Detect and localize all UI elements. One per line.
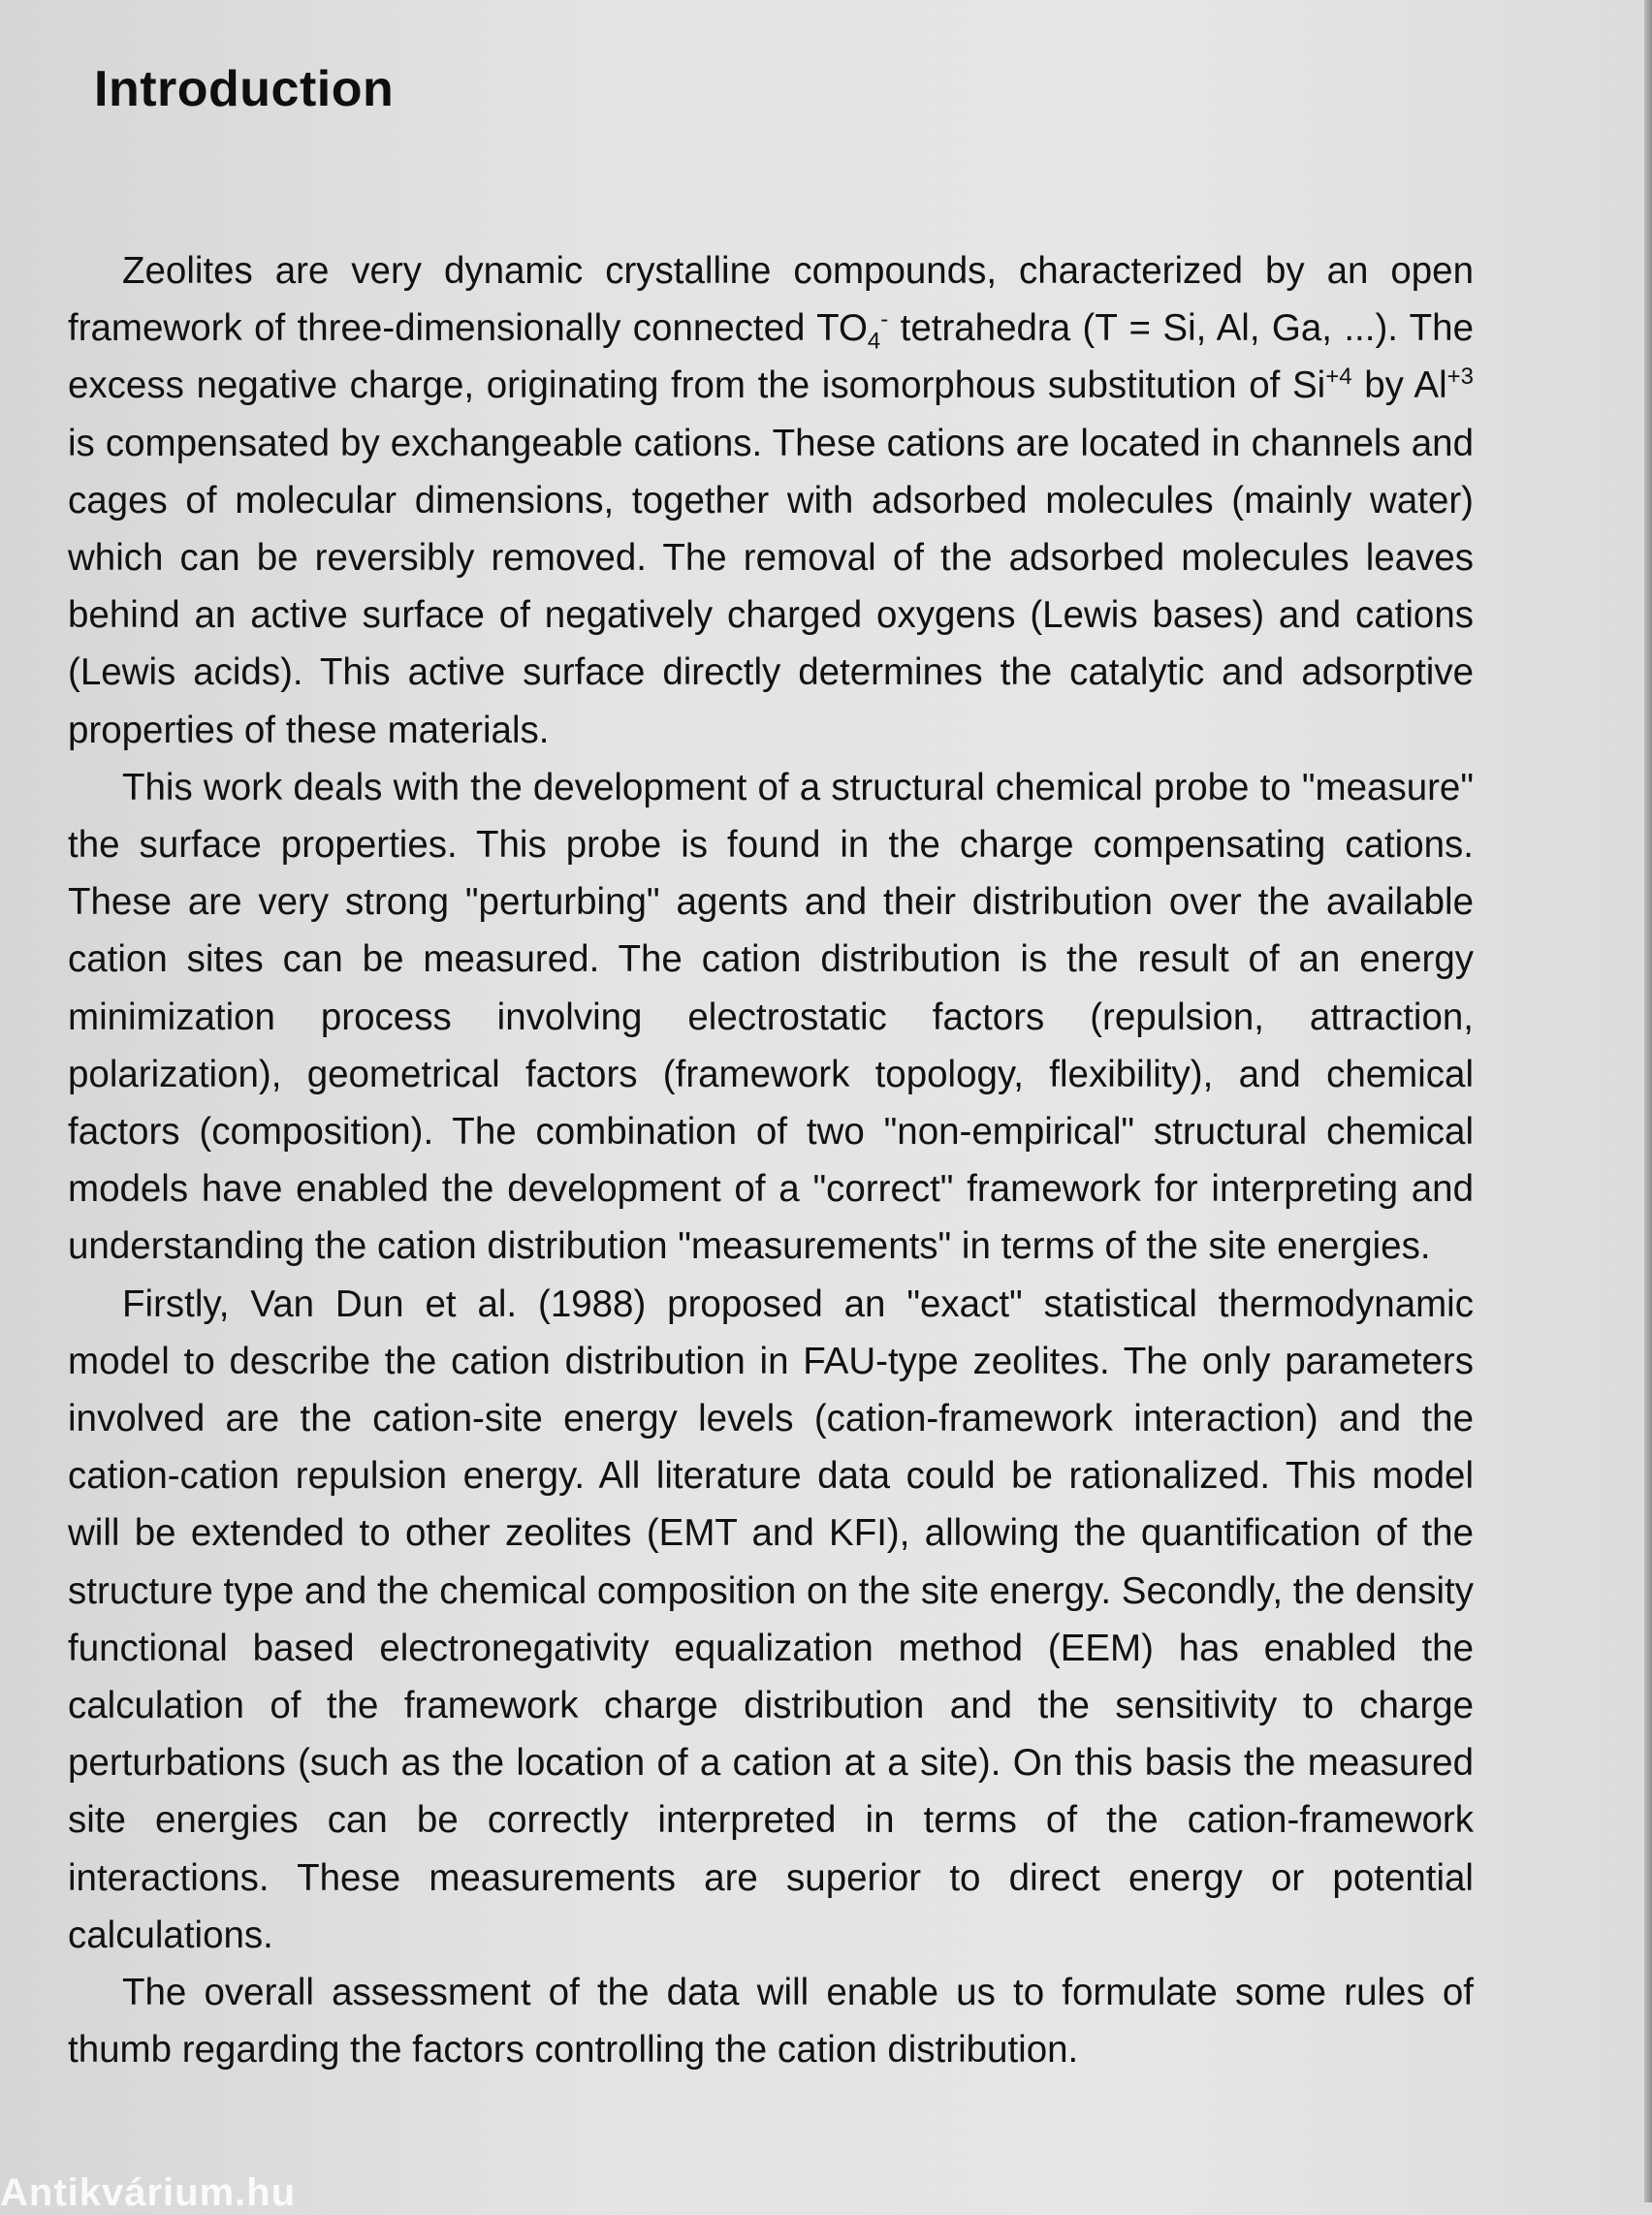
page-edge-shadow <box>1644 0 1652 2202</box>
paragraph-1-part-a: Zeolites are very dynamic crystalline compounds, characterized by an open framework of three-dimensionally connected TO <box>68 250 1474 350</box>
paragraph-3: Firstly, Van Dun et al. (1988) proposed an "exact" statistical thermodynamic model to describe the cation distribution in FAU-type zeolites. The only parameters involved are the cation-site energy levels (cation-framework interaction) and the cation-cation repulsion energy. All literature data could be rationalized. This model will be extended to other zeolites (EMT and KFI), allowing the quantification of the structure type and the chemical composition on the site energy. Secondly, the density functional based electronegativity equalization method (EEM) has enabled the calculation of the framework charge distribution and the sensitivity to charge perturbations (such as the location of a cation at a site). On this basis the measured site energies can be correctly interpreted in terms of the cation-framework interactions. These measurements are superior to direct energy or potential calculations. <box>68 1282 1474 1956</box>
superscript-plus-4: +4 <box>1325 364 1352 391</box>
paragraph-1-part-b: tetrahedra (T = Si, Al, Ga, ...). The excess negative charge, originating from the isomorphous substitution of Si <box>68 307 1474 407</box>
superscript-plus-3: +3 <box>1446 364 1474 391</box>
paragraph-2: This work deals with the development of a structural chemical probe to "measure" the surface properties. This probe is found in the charge compensating cations. These are very strong "perturbing" agents and their distribution over the available cation sites can be measured. The cation distribution is the result of an energy minimization process involving electrostatic factors (repulsion, attraction, polarization), geometrical factors (framework topology, flexibility), and chemical factors (composition). The combination of two "non-empirical" structural chemical models have enabled the development of a "correct" framework for interpreting and understanding the cation distribution "measurements" in terms of the site energies. <box>68 766 1474 1268</box>
subscript-4: 4 <box>867 328 881 355</box>
superscript-minus: - <box>880 306 889 333</box>
page-title: Introduction <box>94 61 395 117</box>
body-text <box>68 242 1474 2079</box>
paragraph-1-part-c: by Al <box>1351 364 1447 407</box>
paragraph-1 <box>68 242 1474 759</box>
watermark: Antikvárium.hu <box>0 2171 297 2214</box>
paragraph-1-part-d: is compensated by exchangeable cations. These cations are located in channels and cages of molecular dimensions, together with adsorbed molecules (mainly water) which can be reversibly removed. The removal of the adsorbed molecules leaves behind an active surface of negatively charged oxygens (Lewis bases) and cations (Lewis acids). This active surface directly determines the catalytic and adsorptive properties of these materials. <box>68 422 1474 751</box>
paragraph-4: The overall assessment of the data will enable us to formulate some rules of thumb regarding the factors controlling the cation distribution. <box>68 1972 1474 2072</box>
